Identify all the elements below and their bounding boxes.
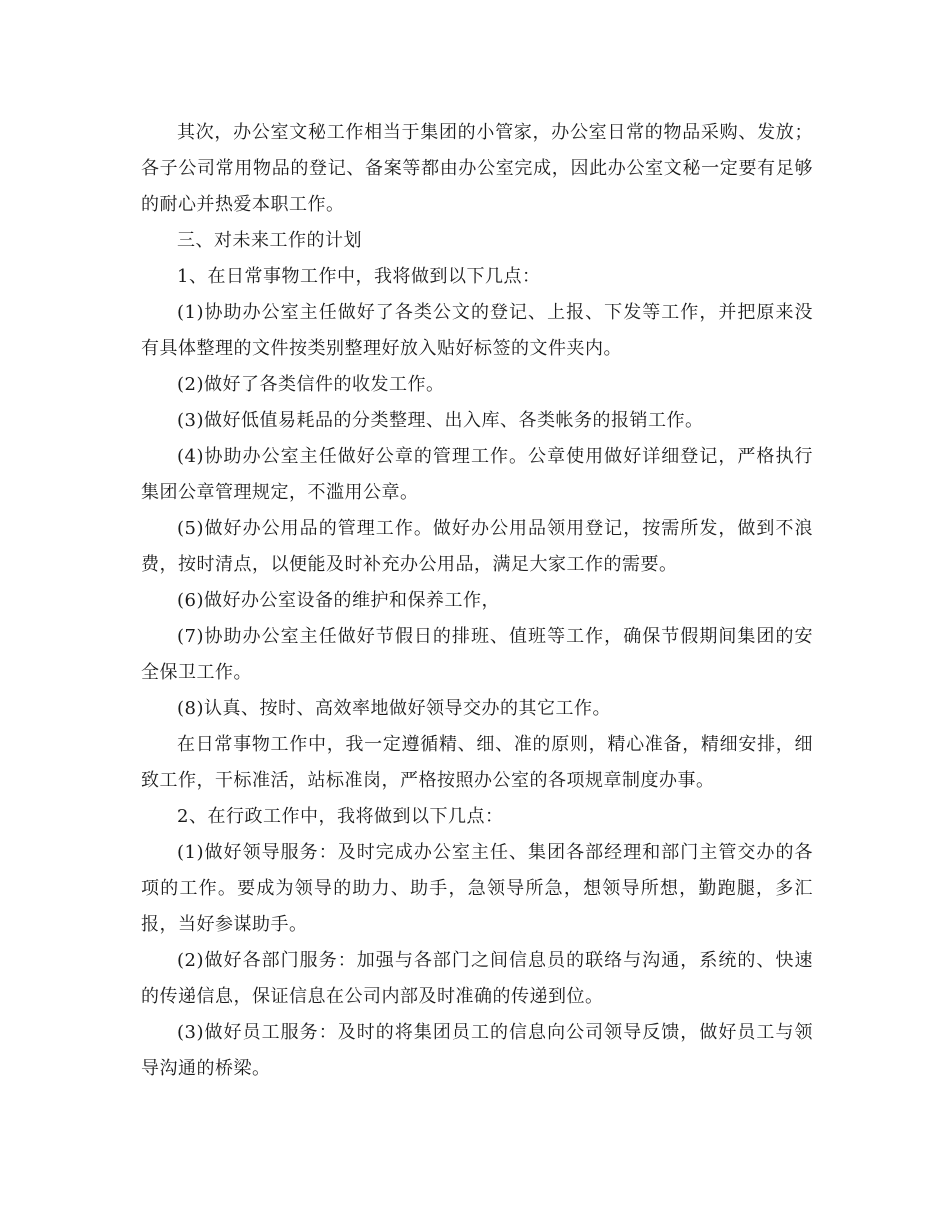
paragraph-daily-summary: 在日常事物工作中，我一定遵循精、细、准的原则，精心准备，精细安排，细致工作，干标准活，站标准岗，严格按照办公室的各项规章制度办事。 (141, 734, 813, 791)
list-item: (8)认真、按时、高效率地做好领导交办的其它工作。 (177, 698, 611, 719)
list-item: (6)做好办公室设备的维护和保养工作， (177, 590, 500, 611)
subsection-heading-administration: 2、在行政工作中，我将做到以下几点： (177, 806, 504, 827)
list-item: (3)做好员工服务：及时的将集团员工的信息向公司领导反馈，做好员工与领导沟通的桥梁。 (141, 1022, 813, 1079)
paragraph-intro: 其次，办公室文秘工作相当于集团的小管家，办公室日常的物品采购、发放；各子公司常用物品的登记、备案等都由办公室完成，因此办公室文秘一定要有足够的耐心并热爱本职工作。 (141, 122, 813, 215)
list-item: (4)协助办公室主任做好公章的管理工作。公章使用做好详细登记，严格执行集团公章管理规定，不滥用公章。 (141, 446, 813, 503)
subsection-heading-daily-affairs: 1、在日常事物工作中，我将做到以下几点： (177, 266, 541, 287)
list-item: (7)协助办公室主任做好节假日的排班、值班等工作，确保节假期间集团的安全保卫工作。 (141, 626, 813, 683)
list-item: (5)做好办公用品的管理工作。做好办公用品领用登记，按需所发，做到不浪费，按时清点，以便能及时补充办公用品，满足大家工作的需要。 (141, 518, 813, 575)
list-item: (1)协助办公室主任做好了各类公文的登记、上报、下发等工作，并把原来没有具体整理的文件按类别整理好放入贴好标签的文件夹内。 (141, 302, 813, 359)
list-item: (2)做好了各类信件的收发工作。 (177, 374, 445, 395)
list-item: (1)做好领导服务：及时完成办公室主任、集团各部经理和部门主管交办的各项的工作。要成为领导的助力、助手，急领导所急，想领导所想，勤跑腿，多汇报，当好参谋助手。 (141, 842, 813, 935)
list-item: (3)做好低值易耗品的分类整理、出入库、各类帐务的报销工作。 (177, 410, 704, 431)
document-body (141, 115, 813, 1087)
list-item: (2)做好各部门服务：加强与各部门之间信息员的联络与沟通，系统的、快速的传递信息，保证信息在公司内部及时准确的传递到位。 (141, 950, 813, 1007)
section-heading-future-plan: 三、对未来工作的计划 (177, 230, 362, 251)
